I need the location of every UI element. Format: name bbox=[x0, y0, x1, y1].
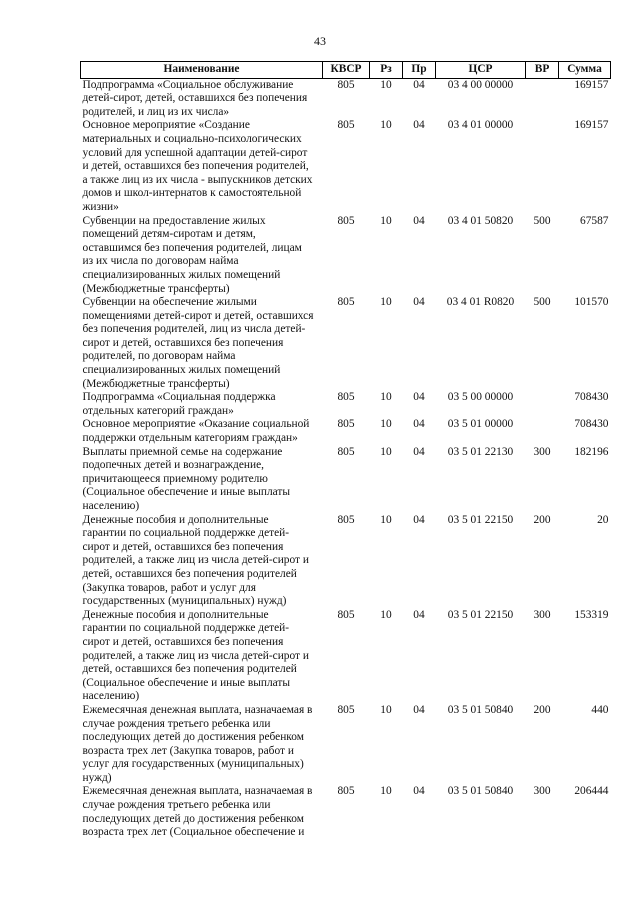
row-pr: 04 bbox=[413, 703, 425, 716]
row-pr: 04 bbox=[413, 214, 425, 227]
row-name-line: гарантии по социальной поддержке детей- bbox=[82, 622, 290, 635]
row-name-line: Подпрограмма «Социальная поддержка bbox=[82, 391, 276, 404]
row-vr: 200 bbox=[533, 703, 551, 716]
row-name bbox=[81, 514, 323, 609]
row-name-line: без попечения родителей, лиц из числа детей- bbox=[82, 323, 306, 336]
row-name-line: сирот и детей, оставшихся без попечения bbox=[82, 635, 284, 648]
row-name-line: жизни» bbox=[82, 200, 119, 213]
row-name-line: возраста трех лет (Закупка товаров, работ и bbox=[82, 744, 294, 757]
row-kvsr: 805 bbox=[337, 608, 355, 621]
row-name-line: (Социальное обеспечение и иные выплаты bbox=[82, 676, 291, 689]
header-name: Наименование bbox=[81, 62, 323, 79]
row-pr: 04 bbox=[413, 78, 425, 91]
table-row bbox=[81, 785, 611, 839]
header-sum: Сумма bbox=[559, 62, 611, 79]
row-name-line: детей, оставшихся без попечения родителей bbox=[82, 663, 297, 676]
row-vr: 300 bbox=[533, 445, 551, 458]
table-row bbox=[81, 704, 611, 786]
row-name-line: нужд) bbox=[82, 771, 112, 784]
row-kvsr: 805 bbox=[337, 391, 355, 404]
row-kvsr: 805 bbox=[337, 785, 355, 798]
table-row bbox=[81, 119, 611, 214]
row-name-line: сирот и детей, оставшихся без попечения bbox=[82, 336, 284, 349]
header-kvsr: КВСР bbox=[323, 62, 370, 79]
row-pr: 04 bbox=[413, 391, 425, 404]
row-name-line: поддержки отдельным категориям граждан» bbox=[82, 432, 298, 445]
row-pr: 04 bbox=[413, 785, 425, 798]
row-csr: 03 5 01 22130 bbox=[447, 445, 514, 458]
row-rz: 10 bbox=[380, 296, 392, 309]
row-name bbox=[81, 704, 323, 786]
row-name-line: специализированных жилых помещений bbox=[82, 364, 281, 377]
row-name-line: оставшимся без попечения родителей, лицам bbox=[82, 241, 302, 254]
row-name-line: (Социальное обеспечение и иные выплаты bbox=[82, 486, 291, 499]
row-name-line: государственных (муниципальных) нужд) bbox=[82, 595, 287, 608]
row-pr: 04 bbox=[413, 418, 425, 431]
row-name-line: родителей, по договорам найма bbox=[82, 350, 236, 363]
row-name-line: детей, оставшихся без попечения родителей bbox=[82, 567, 297, 580]
row-kvsr: 805 bbox=[337, 119, 355, 132]
table-row bbox=[81, 418, 611, 445]
row-sum: 20 bbox=[597, 513, 609, 526]
row-name-line: и детей, оставшихся без попечения родителей, bbox=[82, 160, 309, 173]
row-csr: 03 5 01 22150 bbox=[447, 608, 514, 621]
header-rz: Рз bbox=[370, 62, 403, 79]
row-kvsr: 805 bbox=[337, 296, 355, 309]
row-csr: 03 5 01 22150 bbox=[447, 513, 514, 526]
row-name-line: последующих детей до достижения ребенком bbox=[82, 731, 304, 744]
row-name-line: гарантии по социальной поддержке детей- bbox=[82, 527, 290, 540]
row-csr: 03 5 00 00000 bbox=[447, 391, 514, 404]
row-vr: 300 bbox=[533, 785, 551, 798]
row-name-line: Ежемесячная денежная выплата, назначаемая в bbox=[82, 785, 313, 798]
row-rz: 10 bbox=[380, 214, 392, 227]
row-name-line: материальных и социально-психологических bbox=[82, 132, 302, 145]
row-name-line: Субвенции на обеспечение жилыми bbox=[82, 296, 257, 309]
row-name-line: случае рождения третьего ребенка или bbox=[82, 799, 271, 812]
row-vr: 500 bbox=[533, 214, 551, 227]
row-sum: 708430 bbox=[574, 418, 609, 431]
row-name bbox=[81, 296, 323, 391]
row-name-line: услуг для государственных (муниципальных) bbox=[82, 758, 304, 771]
row-name-line: Подпрограмма «Социальное обслуживание bbox=[82, 78, 294, 91]
row-name bbox=[81, 446, 323, 514]
table-row bbox=[81, 514, 611, 609]
row-name-line: Ежемесячная денежная выплата, назначаемая в bbox=[82, 703, 313, 716]
row-name-line: (Межбюджетные трансферты) bbox=[82, 282, 230, 295]
table-row bbox=[81, 446, 611, 514]
row-kvsr: 805 bbox=[337, 78, 355, 91]
table-row bbox=[81, 296, 611, 391]
row-name-line: отдельных категорий граждан» bbox=[82, 404, 234, 417]
row-rz: 10 bbox=[380, 445, 392, 458]
row-pr: 04 bbox=[413, 608, 425, 621]
row-kvsr: 805 bbox=[337, 703, 355, 716]
row-name bbox=[81, 785, 323, 839]
row-rz: 10 bbox=[380, 391, 392, 404]
header-vr: ВР bbox=[526, 62, 559, 79]
row-sum: 206444 bbox=[574, 785, 609, 798]
row-rz: 10 bbox=[380, 703, 392, 716]
row-name-line: родителей, а также лиц из числа детей-сирот и bbox=[82, 554, 309, 567]
row-rz: 10 bbox=[380, 513, 392, 526]
row-name-line: родителей, и лиц из их числа» bbox=[82, 105, 230, 118]
row-name-line: населению) bbox=[82, 500, 140, 512]
row-sum: 708430 bbox=[574, 391, 609, 404]
row-name-line: подопечных детей и вознаграждение, bbox=[82, 459, 264, 472]
row-sum: 169157 bbox=[574, 78, 609, 91]
row-name bbox=[81, 119, 323, 214]
row-csr: 03 4 01 R0820 bbox=[446, 296, 515, 309]
table-row bbox=[81, 391, 611, 418]
row-rz: 10 bbox=[380, 785, 392, 798]
row-name bbox=[81, 391, 323, 418]
row-name-line: условий для успешной адаптации детей-сирот bbox=[82, 146, 308, 159]
row-name-line: родителей, а также лиц из числа детей-сирот и bbox=[82, 649, 309, 662]
row-sum: 440 bbox=[591, 703, 609, 716]
table-row bbox=[81, 78, 611, 119]
row-csr: 03 4 01 00000 bbox=[447, 119, 514, 132]
row-pr: 04 bbox=[413, 513, 425, 526]
row-rz: 10 bbox=[380, 418, 392, 431]
row-name-line: детей-сирот, детей, оставшихся без попечения bbox=[82, 92, 308, 105]
page-number: 43 bbox=[314, 34, 326, 48]
row-name-line: специализированных жилых помещений bbox=[82, 268, 281, 281]
row-sum: 182196 bbox=[574, 445, 609, 458]
row-pr: 04 bbox=[413, 445, 425, 458]
row-vr bbox=[526, 391, 559, 418]
row-name-line: помещениями детей-сирот и детей, оставшихся bbox=[82, 309, 314, 322]
header-csr: ЦСР bbox=[436, 62, 526, 79]
row-name-line: случае рождения третьего ребенка или bbox=[82, 717, 271, 730]
row-name-line: а также лиц из их числа - выпускников детских bbox=[82, 173, 313, 186]
row-vr: 500 bbox=[533, 296, 551, 309]
table-row bbox=[81, 215, 611, 297]
row-vr bbox=[526, 418, 559, 445]
row-name-line: Субвенции на предоставление жилых bbox=[82, 214, 266, 227]
header-row bbox=[81, 62, 611, 79]
row-name-line: (Закупка товаров, работ и услуг для bbox=[82, 581, 256, 594]
table-row bbox=[81, 609, 611, 704]
row-vr bbox=[526, 78, 559, 119]
row-csr: 03 4 00 00000 bbox=[447, 78, 514, 91]
row-name bbox=[81, 418, 323, 445]
row-name-line: из их числа по договорам найма bbox=[82, 255, 239, 268]
row-name-line: Денежные пособия и дополнительные bbox=[82, 513, 269, 526]
row-name bbox=[81, 609, 323, 704]
row-name bbox=[81, 78, 323, 119]
row-vr bbox=[526, 119, 559, 214]
row-sum: 101570 bbox=[574, 296, 609, 309]
row-rz: 10 bbox=[380, 608, 392, 621]
row-name-line: сирот и детей, оставшихся без попечения bbox=[82, 540, 284, 553]
row-name-line: помещений детям-сиротам и детям, bbox=[82, 228, 256, 241]
row-csr: 03 4 01 50820 bbox=[447, 214, 514, 227]
row-kvsr: 805 bbox=[337, 445, 355, 458]
row-csr: 03 5 01 50840 bbox=[447, 785, 514, 798]
row-name-line: (Межбюджетные трансферты) bbox=[82, 377, 230, 390]
row-sum: 67587 bbox=[580, 214, 609, 227]
row-name-line: домов и школ-интернатов к самостоятельной bbox=[82, 187, 302, 200]
row-name-line: Основное мероприятие «Оказание социальной bbox=[82, 418, 310, 431]
row-rz: 10 bbox=[380, 119, 392, 132]
row-name-line: Денежные пособия и дополнительные bbox=[82, 608, 269, 621]
row-csr: 03 5 01 50840 bbox=[447, 703, 514, 716]
row-kvsr: 805 bbox=[337, 214, 355, 227]
row-name-line: причитающееся приемному родителю bbox=[82, 472, 268, 485]
row-name bbox=[81, 215, 323, 297]
row-name-line: Выплаты приемной семье на содержание bbox=[82, 445, 283, 458]
row-sum: 153319 bbox=[574, 608, 609, 621]
row-csr: 03 5 01 00000 bbox=[447, 418, 514, 431]
row-name-line: населению) bbox=[82, 690, 140, 703]
row-name-line: Основное мероприятие «Создание bbox=[82, 119, 250, 132]
row-kvsr: 805 bbox=[337, 418, 355, 431]
header-pr: Пр bbox=[403, 62, 436, 79]
row-name-line: последующих детей до достижения ребенком bbox=[82, 812, 304, 825]
row-pr: 04 bbox=[413, 119, 425, 132]
row-sum: 169157 bbox=[574, 119, 609, 132]
budget-table bbox=[80, 61, 611, 840]
row-name-line: возраста трех лет (Социальное обеспечение и bbox=[82, 826, 305, 839]
row-vr: 300 bbox=[533, 608, 551, 621]
row-kvsr: 805 bbox=[337, 513, 355, 526]
row-rz: 10 bbox=[380, 78, 392, 91]
row-pr: 04 bbox=[413, 296, 425, 309]
row-vr: 200 bbox=[533, 513, 551, 526]
